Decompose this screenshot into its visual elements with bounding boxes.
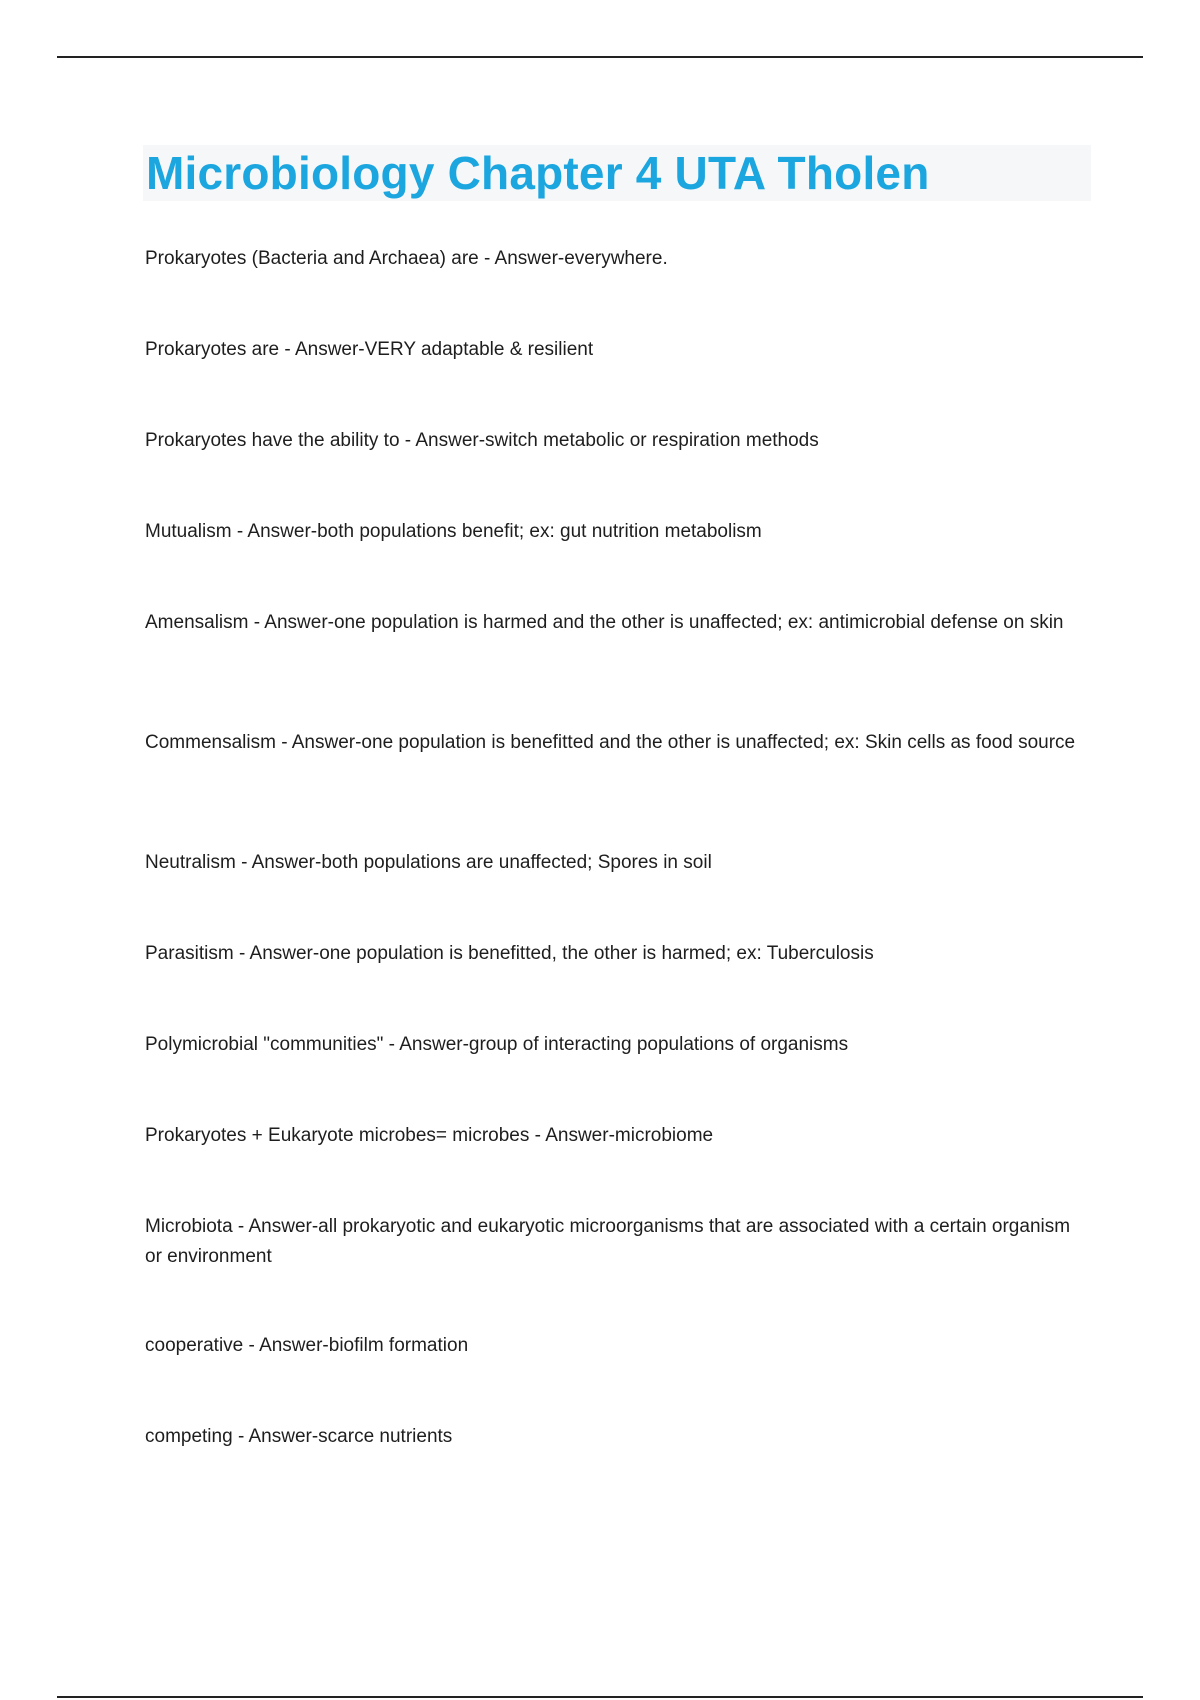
qa-item-commensalism: Commensalism - Answer-one population is benefitted and the other is unaffected; ex: Skin cells as food source — [145, 732, 1076, 753]
qa-item-mutualism: Mutualism - Answer-both populations benefit; ex: gut nutrition metabolism — [145, 521, 762, 542]
bottom-divider — [57, 1696, 1143, 1698]
qa-item-amensalism: Amensalism - Answer-one population is harmed and the other is unaffected; ex: antimicrobial defense on skin — [145, 612, 1064, 633]
qa-item-prokaryotes-ability: Prokaryotes have the ability to - Answer-switch metabolic or respiration methods — [145, 430, 819, 451]
document-title: Microbiology Chapter 4 UTA Tholen — [146, 147, 930, 199]
qa-item-microbiome: Prokaryotes + Eukaryote microbes= microbes - Answer-microbiome — [145, 1125, 714, 1146]
qa-item-microbiota: Microbiota - Answer-all prokaryotic and eukaryotic microorganisms that are associated with a certain organism or environment — [145, 1216, 1071, 1267]
qa-item-cooperative: cooperative - Answer-biofilm formation — [145, 1335, 469, 1356]
qa-item-parasitism: Parasitism - Answer-one population is benefitted, the other is harmed; ex: Tuberculosis — [145, 943, 874, 964]
qa-item-competing: competing - Answer-scarce nutrients — [145, 1426, 453, 1447]
top-divider — [57, 56, 1143, 58]
qa-item-polymicrobial-communities: Polymicrobial "communities" - Answer-group of interacting populations of organisms — [145, 1034, 849, 1055]
qa-item-prokaryotes-are-everywhere: Prokaryotes (Bacteria and Archaea) are - Answer-everywhere. — [145, 248, 668, 269]
qa-item-prokaryotes-adaptable: Prokaryotes are - Answer-VERY adaptable & resilient — [145, 339, 594, 360]
qa-item-neutralism: Neutralism - Answer-both populations are unaffected; Spores in soil — [145, 852, 712, 873]
